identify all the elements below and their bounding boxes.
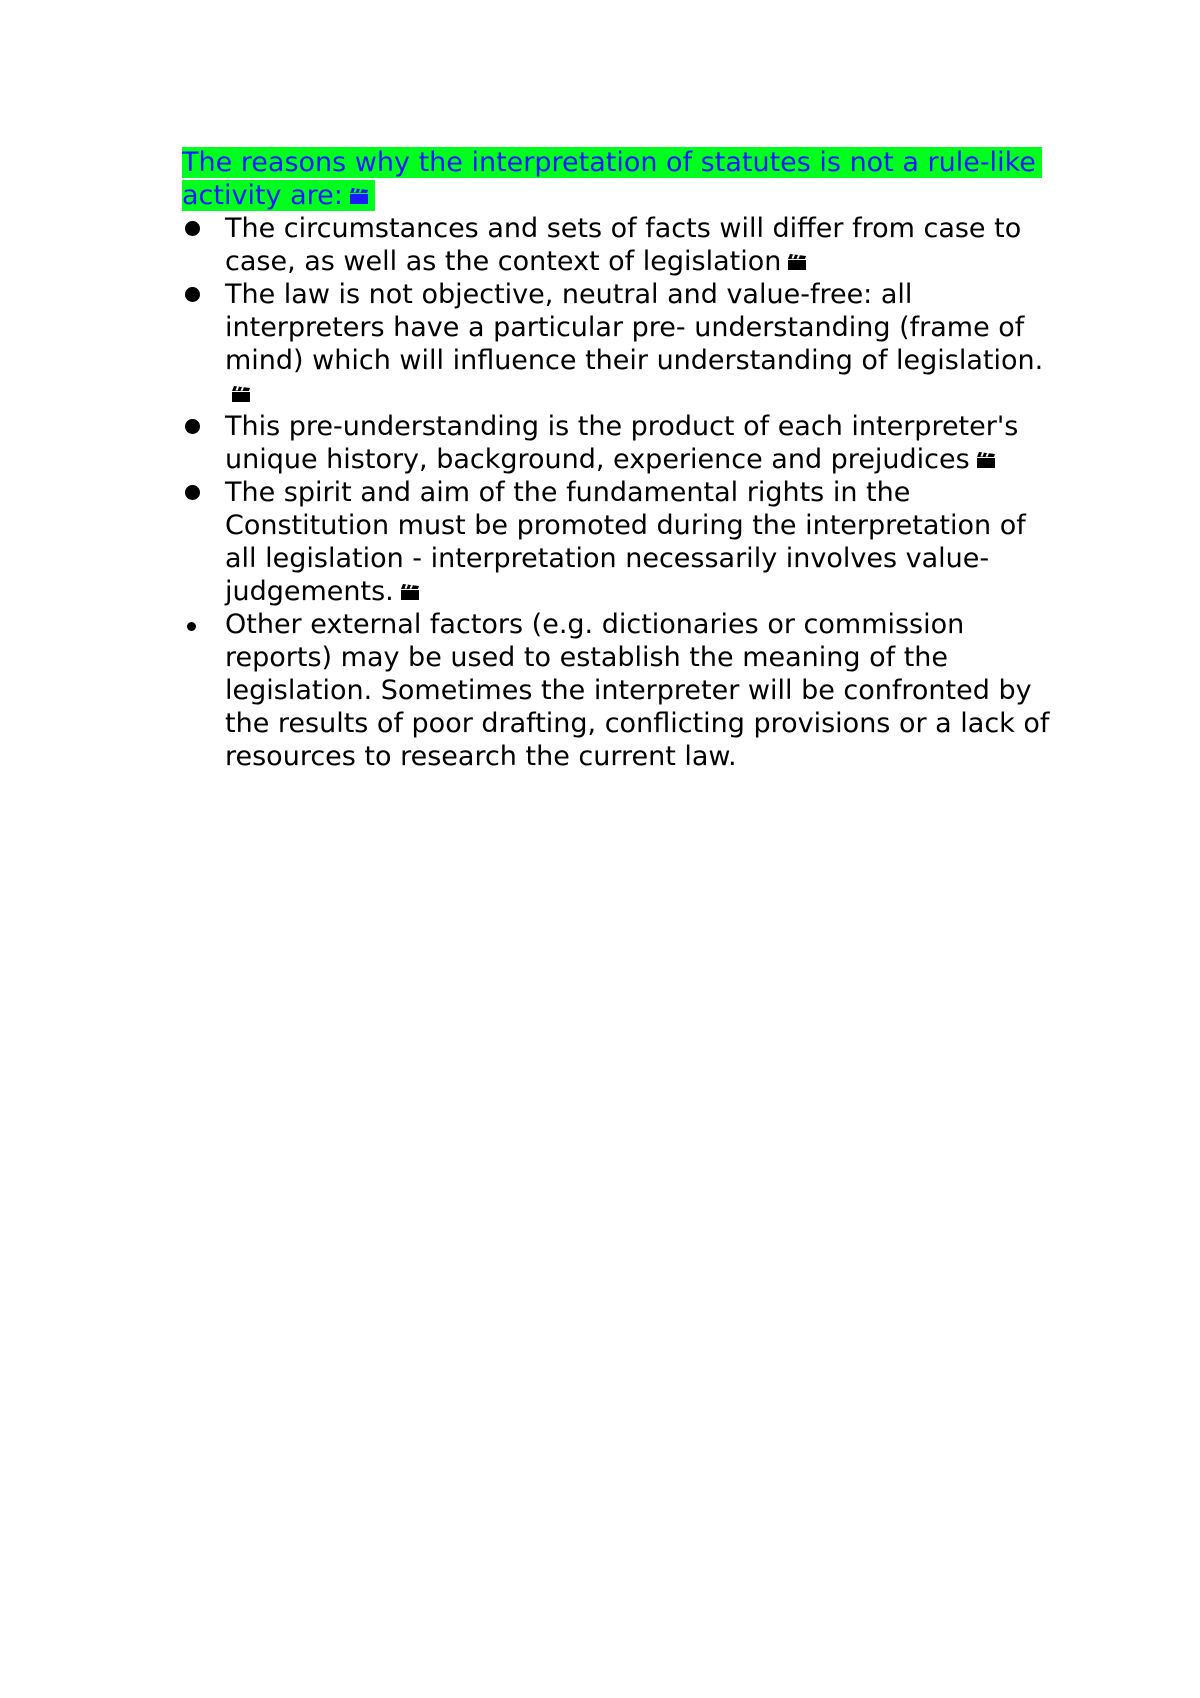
clapperboard-icon <box>400 583 420 601</box>
clapperboard-icon <box>231 385 251 403</box>
bullet-icon <box>187 622 196 631</box>
bullet-icon <box>185 221 200 236</box>
list-item-text: Other external factors (e.g. dictionaries or commission reports) may be used to establish the meaning of the legislation. Sometimes the interpreter will be confronted by the results of poor drafting, conflicting provisions or a lack of resources to research the current law. <box>225 609 1050 772</box>
list-item <box>182 278 1062 410</box>
clapperboard-icon <box>349 187 369 205</box>
list-item <box>182 608 1062 773</box>
bullet-icon <box>185 485 200 500</box>
clapperboard-icon <box>787 253 807 271</box>
list-item-text: The spirit and aim of the fundamental rights in the Constitution must be promoted during the interpretation of all legislation - interpretation necessarily involves value-judgements. <box>225 477 1026 607</box>
heading-text: The reasons why the interpretation of statutes is not a rule-like activity are: <box>182 147 1036 211</box>
list-item-text: The circumstances and sets of facts will differ from case to case, as well as the context of legislation <box>225 213 1022 277</box>
heading <box>182 146 1062 212</box>
list-item-text: This pre-understanding is the product of each interpreter's unique history, background, experience and prejudices <box>225 411 1019 475</box>
list-item <box>182 476 1062 608</box>
list-item <box>182 212 1062 278</box>
heading-highlight <box>182 147 1042 211</box>
clapperboard-icon <box>976 451 996 469</box>
bullet-icon <box>185 287 200 302</box>
list-item-text: The law is not objective, neutral and value-free: all interpreters have a particular pre- understanding (frame of mind) which will influence their understanding of legislation. <box>225 279 1044 376</box>
document-body <box>182 146 1062 773</box>
reasons-list <box>182 212 1062 773</box>
bullet-icon <box>185 419 200 434</box>
list-item <box>182 410 1062 476</box>
